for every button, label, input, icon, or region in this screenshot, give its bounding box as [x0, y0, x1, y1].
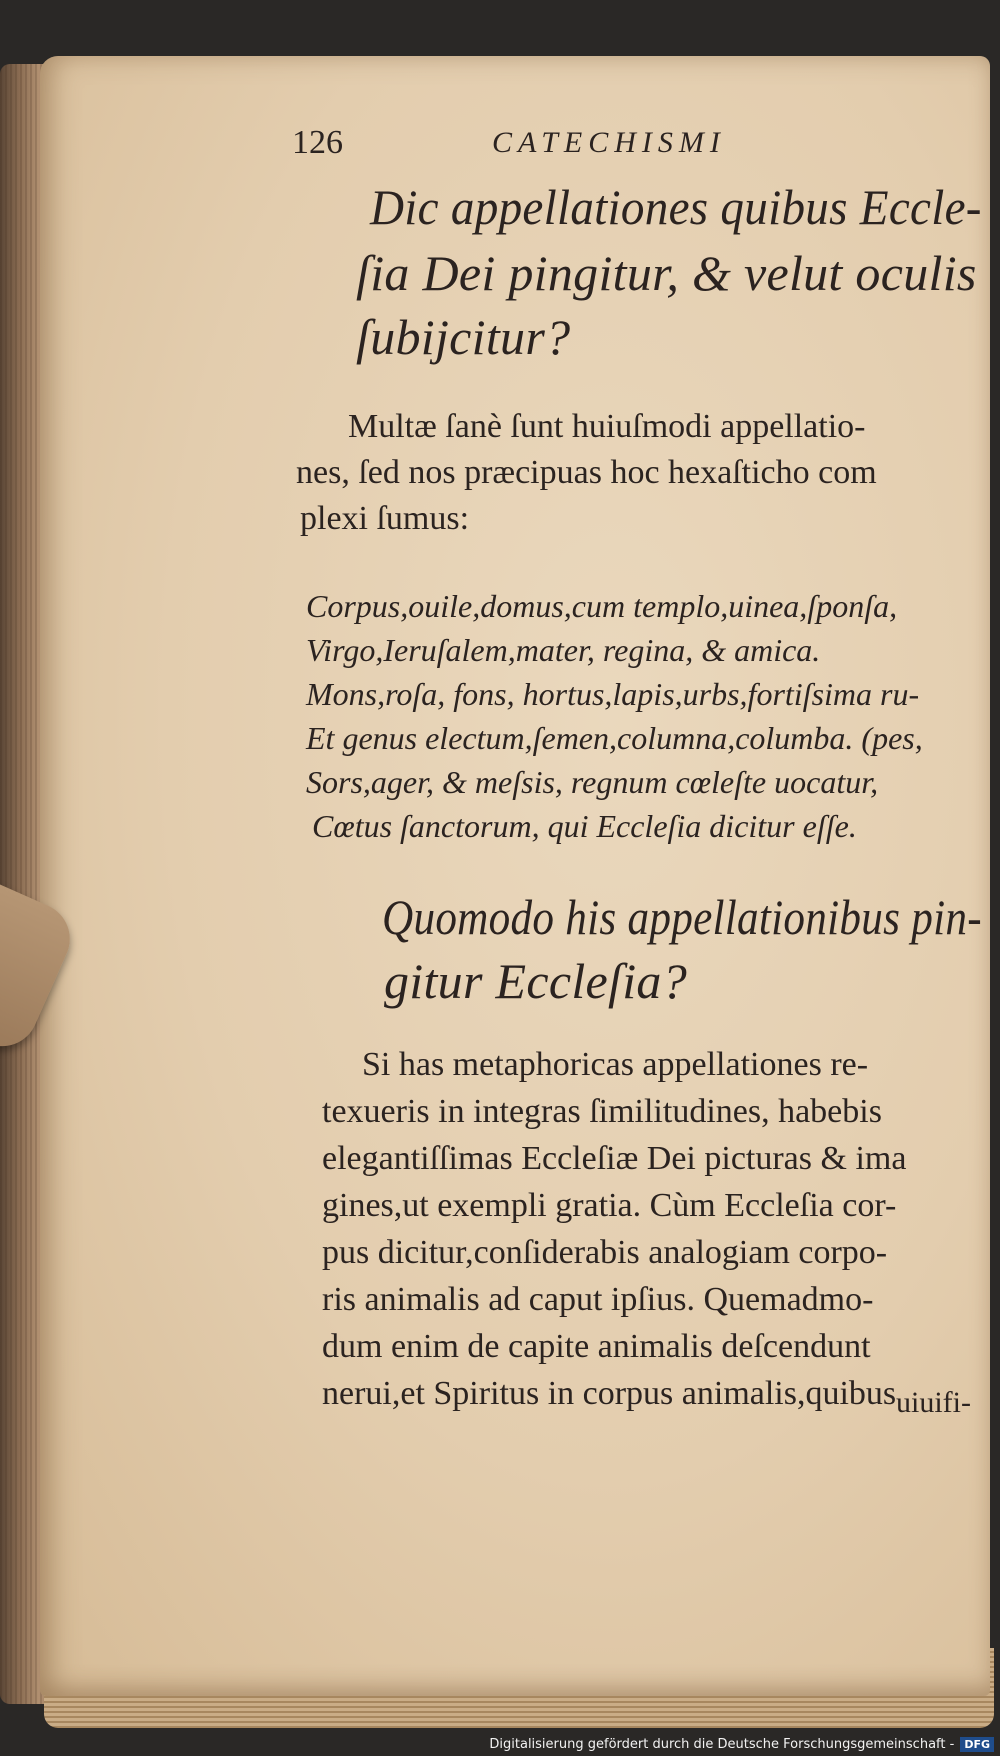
question2-line: gitur Eccleſia?	[384, 953, 688, 1009]
question1-line: ſia Dei pingitur, & velut oculis	[356, 245, 977, 301]
answer1-line: nes, ſed nos præcipuas hoc hexaſticho com	[296, 454, 877, 491]
verse-line: Cœtus ſanctorum, qui Eccleſia dicitur eſſe.	[312, 808, 857, 844]
answer2-line: nerui,et Spiritus in corpus animalis,quibus	[322, 1375, 897, 1412]
answer2-line: dum enim de capite animalis deſcendunt	[322, 1328, 871, 1365]
question2-line: Quomodo his appellationibus pin-	[382, 889, 982, 945]
dfg-logo: DFG	[960, 1737, 994, 1752]
answer1-line: Multæ ſanè ſunt huiuſmodi appellatio-	[348, 408, 866, 445]
page-number: 126	[292, 124, 343, 161]
verse-line: Corpus,ouile,domus,cum templo,uinea,ſponſa,	[306, 588, 898, 624]
book-page	[40, 56, 990, 1696]
verse-line: Mons,roſa, fons, hortus,lapis,urbs,fortiſsima ru-	[306, 676, 920, 712]
answer2-line: gines,ut exempli gratia. Cùm Eccleſia cor-	[322, 1187, 897, 1224]
verse-line: Et genus electum,ſemen,columna,columba. (pes,	[306, 720, 923, 756]
answer2-line: ris animalis ad caput ipſius. Quemadmo-	[322, 1281, 874, 1318]
running-title: CATECHISMI	[492, 126, 726, 159]
question1-line: ſubijcitur?	[356, 309, 571, 365]
answer2-line: elegantiſſimas Eccleſiæ Dei picturas & ima	[322, 1140, 907, 1177]
answer2-line: Si has metaphoricas appellationes re-	[362, 1046, 869, 1083]
answer2-line: pus dicitur,conſiderabis analogiam corpo-	[322, 1234, 888, 1271]
catchword: uiuifi-	[896, 1386, 971, 1419]
credit-text: Digitalisierung gefördert durch die Deutsche Forschungsgemeinschaft -	[489, 1737, 955, 1752]
question1-line: Dic appellationes quibus Eccle-	[370, 179, 982, 235]
answer1-line: plexi ſumus:	[300, 500, 470, 537]
digitization-credit	[489, 1737, 994, 1752]
answer2-line: texueris in integras ſimilitudines, habebis	[322, 1093, 882, 1130]
verse-line: Virgo,Ieruſalem,mater, regina, & amica.	[306, 632, 821, 668]
verse-line: Sors,ager, & meſsis, regnum cœleſte uocatur,	[306, 764, 879, 800]
